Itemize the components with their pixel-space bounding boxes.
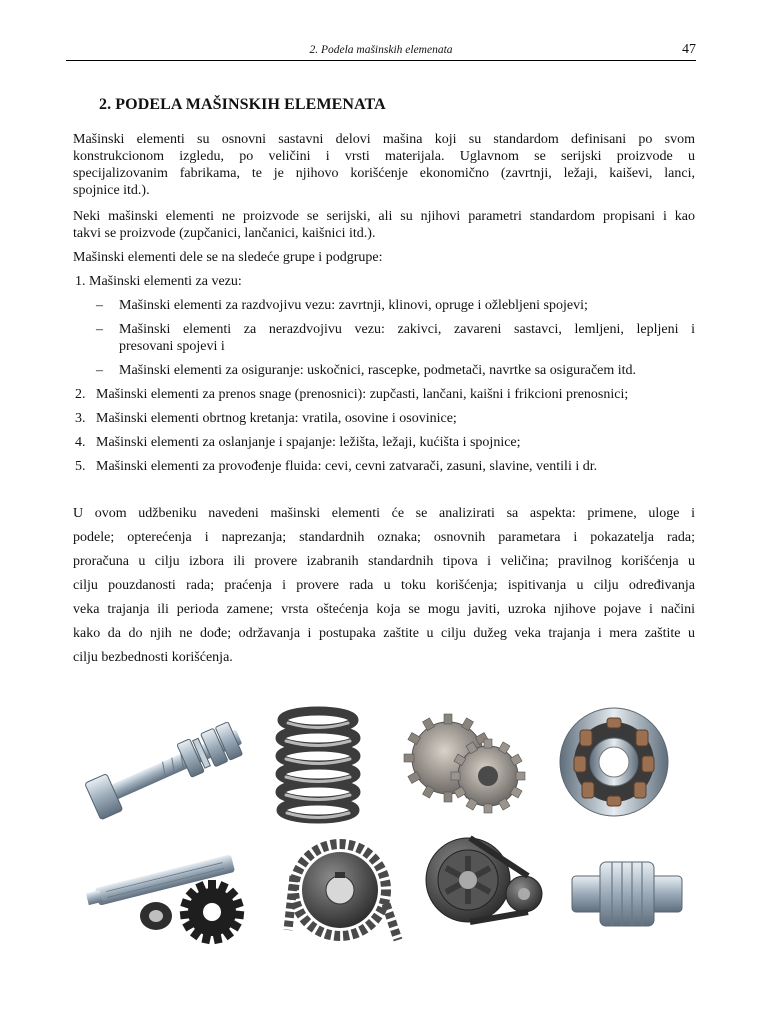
dash: – [96,298,103,313]
belt-pulley-figure [426,838,542,922]
shaft-sprocket-figure [85,854,244,944]
coupling-figure [572,862,682,926]
gear-figure [404,714,525,813]
page-number: 47 [682,42,696,57]
p4-line: U ovom udžbeniku navedeni mašinski elementi će se analizirati sa aspekta: primene, uloge i [73,506,695,521]
bearing-figure [560,708,668,816]
p3: Mašinski elementi dele se na sledeće grupe i podgrupe: [73,250,383,265]
p1-line: konstrukcionom izgledu, po veličini i vrsti materijala. Uglavnom se serijski proizvode u [73,149,695,164]
list-item: Mašinski elementi za prenos snage (prenosnici): zupčasti, lančani, kaišni i frikcioni prenosnici; [96,387,629,402]
p1-line: specijalizovanim fabrikama, te je njihovo korišćenje ekonomično (zavrtnji, ležaji, kaiševi, lanci, [73,166,695,181]
p4-line: kako da do njih ne dođe; održavanja i postupaka zaštite u cilju dužeg veka trajanja i mera zaštite u [73,626,695,641]
dash: – [96,363,103,378]
chain-sprocket-figure [288,844,398,940]
p4-line: proračuna u cilju izbora ili provere izabranih standardnih tipova i veličina; pravilnog korišćenja u [73,554,695,569]
p1-line: Mašinski elementi su osnovni sastavni delovi mašina koji su standardom definisani po svom [73,132,695,147]
p4-line: cilju bezbednosti korišćenja. [73,650,233,665]
sub-item: presovani spojevi i [119,339,225,354]
p2-line: Neki mašinski elementi ne proizvode se serijski, ali su njihovi parametri standardom propisani i kao [73,209,695,224]
list-item: Mašinski elementi obrtnog kretanja: vratila, osovine i osovinice; [96,411,457,426]
list-item: Mašinski elementi za provođenje fluida: cevi, cevni zatvarači, zasuni, slavine, ventili i dr. [96,459,598,474]
list-number: 3. [75,411,86,426]
list-number: 5. [75,459,86,474]
list-item-1: 1. Mašinski elementi za vezu: [75,274,242,289]
bolt-figure [85,718,247,820]
sub-item: Mašinski elementi za nerazdvojivu vezu: zakivci, zavareni sastavci, lemljeni, lepljeni i [119,322,695,337]
list-item: Mašinski elementi za oslanjanje i spajanje: ležišta, ležaji, kućišta i spojnice; [96,435,521,450]
p4-line: cilju pouzdanosti rada; praćenja i provere rada u toku korišćenja; ispitivanja u cilju određivanja [73,578,695,593]
chapter-title: 2. PODELA MAŠINSKIH ELEMENATA [99,96,386,113]
p4-line: veka trajanja ili perioda zamene; vrsta oštećenja koja se mogu javiti, uzroka njihove pojave i načini [73,602,695,617]
p2-line: takvi se proizvode (zupčanici, lančanici, kaišnici itd.). [73,226,376,241]
p4-line: podele; opterećenja i naprezanja; standardnih oznaka; osnovnih parametara i pokazatelja rada; [73,530,695,545]
list-number: 2. [75,387,86,402]
sub-item: Mašinski elementi za osiguranje: uskočnici, rascepke, podmetači, navrtke sa osiguračem itd. [119,363,637,378]
list-number: 4. [75,435,86,450]
page-header [66,40,696,61]
dash: – [96,322,103,337]
running-title: 2. Podela mašinskih elemenata [309,44,453,56]
machine-elements-figures [0,690,768,960]
spring-figure [280,711,356,819]
sub-item: Mašinski elementi za razdvojivu vezu: zavrtnji, klinovi, opruge i ožlebljeni spojevi; [119,298,588,313]
p1-line: spojnice itd.). [73,183,150,198]
